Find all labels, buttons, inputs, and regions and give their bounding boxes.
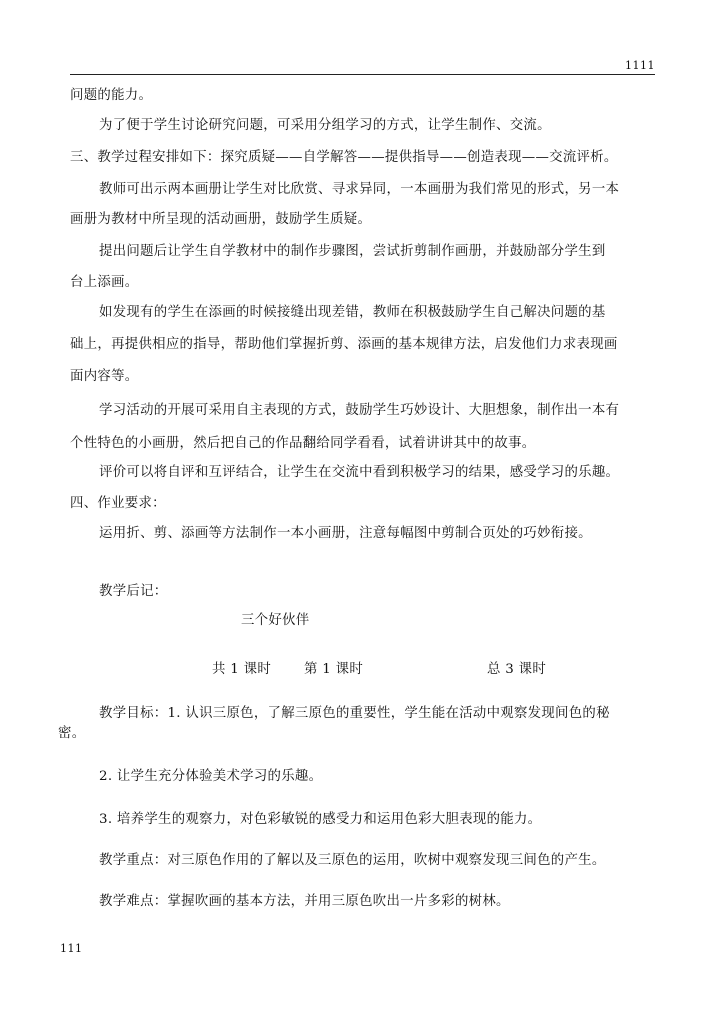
text-line-10: 面内容等。 [70,369,139,384]
text-line-14: 四、作业要求： [70,496,166,511]
objective-line-2: 密。 [58,726,86,741]
text-line-7: 台上添画。 [70,275,139,290]
text-line-2: 为了便于学生讨论研究问题，可采用分组学习的方式，让学生制作、交流。 [99,118,551,133]
text-line-5: 画册为教材中所呈现的活动画册，鼓励学生质疑。 [70,212,372,227]
text-line-1: 问题的能力。 [70,88,153,103]
text-line-6: 提出问题后让学生自学教材中的制作步骤图，尝试折剪制作画册，并鼓励部分学生到 [99,244,606,259]
lesson-title: 三个好伙伴 [241,613,310,628]
objective-line-3: 2. 让学生充分体验美术学习的乐趣。 [99,769,323,784]
text-line-15: 运用折、剪、添画等方法制作一本小画册，注意每幅图中剪制合页处的巧妙衔接。 [99,526,592,541]
text-line-13: 评价可以将自评和互评结合，让学生在交流中看到积极学习的结果，感受学习的乐趣。 [99,465,620,480]
page-number-top: 1111 [625,59,655,72]
text-line-11: 学习活动的开展可采用自主表现的方式，鼓励学生巧妙设计、大胆想象，制作出一本有 [99,403,620,418]
text-line-12: 个性特色的小画册，然后把自己的作品翻给同学看看，试着讲讲其中的故事。 [70,436,536,451]
text-line-8: 如发现有的学生在添画的时候接缝出现差错，教师在积极鼓励学生自己解决问题的基 [99,305,606,320]
difficulty-line: 教学难点：掌握吹画的基本方法，并用三原色吹出一片多彩的树林。 [99,894,510,909]
postscript-label: 教学后记： [99,584,168,599]
objective-line-4: 3. 培养学生的观察力，对色彩敏锐的感受力和运用色彩大胆表现的能力。 [99,812,542,827]
total-lessons: 共 1 课时 [212,662,272,677]
page-number-bottom: 111 [60,942,83,955]
current-lesson: 第 1 课时 [304,662,364,677]
key-point-line: 教学重点：对三原色作用的了解以及三原色的运用，吹树中观察发现三间色的产生。 [99,853,606,868]
text-line-3: 三、教学过程安排如下：探究质疑——自学解答——提供指导——创造表现——交流评析。 [70,150,618,165]
text-line-4: 教师可出示两本画册让学生对比欣赏、寻求异同，一本画册为我们常见的形式，另一本 [99,182,620,197]
header-rule [70,74,655,75]
objective-line-1: 教学目标：1. 认识三原色，了解三原色的重要性，学生能在活动中观察发现间色的秘 [99,706,610,721]
text-line-9: 础上，再提供相应的指导，帮助他们掌握折剪、添画的基本规律方法，启发他们力求表现画 [70,337,618,352]
overall-lessons: 总 3 课时 [487,662,547,677]
